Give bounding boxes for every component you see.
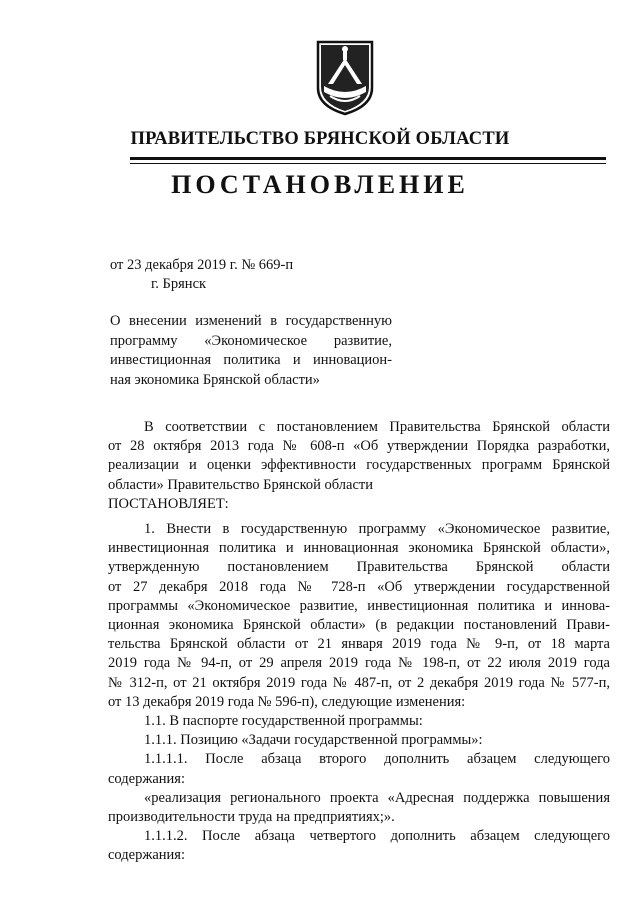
main-line: 1.1.1.2. После абзаца четвертого дополнить абзацем следующего — [144, 828, 610, 845]
main-line: ционная экономика Брянской области» (в редакции постановлений Прави- — [108, 617, 610, 634]
main-line: «реализация регионального проекта «Адресная поддержка повышения — [144, 789, 610, 806]
main-text-block — [108, 520, 610, 866]
main-line: инвестиционная политика и инновационная экономика Брянской области», — [108, 540, 610, 557]
preamble-line: В соответствии с постановлением Правительства Брянской области — [144, 419, 610, 435]
subject-block — [110, 312, 392, 390]
city-line: г. Брянск — [151, 276, 207, 292]
main-line: содержания: — [108, 770, 186, 787]
government-title: ПРАВИТЕЛЬСТВО БРЯНСКОЙ ОБЛАСТИ — [130, 129, 510, 149]
main-line: 1.1.1.1. После абзаца второго дополнить абзацем следующего — [144, 751, 610, 768]
date-number-line: от 23 декабря 2019 г. № 669-п — [110, 257, 294, 273]
main-line: от 13 декабря 2019 года № 596-п), следующие изменения: — [108, 693, 466, 710]
main-line: тельства Брянской области от 21 января 2019 года № 9-п, от 18 марта — [108, 636, 610, 653]
main-line: утвержденную постановлением Правительства Брянской области — [108, 559, 610, 576]
header-rule-thick — [130, 157, 606, 160]
preamble-line: области» Правительство Брянской области — [108, 476, 373, 493]
coat-of-arms-emblem — [316, 40, 374, 116]
subject-line: инвестиционная политика и инновацион- — [110, 352, 392, 368]
document-type: ПОСТАНОВЛЕНИЕ — [171, 170, 469, 199]
preamble-block — [108, 418, 610, 514]
preamble-line: от 28 октября 2013 года № 608-п «Об утверждении Порядка разработки, — [108, 438, 610, 455]
subject-line: ная экономика Брянской области» — [110, 371, 320, 388]
subject-line: программу «Экономическое развитие, — [110, 332, 392, 349]
resolves-line: ПОСТАНОВЛЯЕТ: — [108, 495, 229, 512]
main-line: 1. Внести в государственную программу «Экономическое развитие, — [144, 521, 610, 537]
main-line: 1.1. В паспорте государственной программы: — [144, 713, 423, 730]
main-line: программы «Экономическое развитие, инвестиционная политика и иннова- — [108, 597, 610, 614]
main-line: от 27 декабря 2018 года № 728-п «Об утверждении государственной — [108, 578, 610, 595]
main-line: 1.1.1. Позицию «Задачи государственной программы»: — [144, 732, 483, 749]
main-line: 2019 года № 94-п, от 29 апреля 2019 года № 198-п, от 22 июля 2019 года — [108, 655, 610, 672]
subject-line: О внесении изменений в государственную — [110, 313, 392, 329]
preamble-line: реализации и оценки эффективности государственных программ Брянской — [108, 457, 610, 474]
main-line: № 312-п, от 21 октября 2019 года № 487-п, от 2 декабря 2019 года № 577-п, — [108, 674, 610, 691]
header-rule-thin — [130, 163, 606, 164]
main-line: содержания: — [108, 847, 186, 864]
main-line: производительности труда на предприятиях;». — [108, 809, 395, 826]
